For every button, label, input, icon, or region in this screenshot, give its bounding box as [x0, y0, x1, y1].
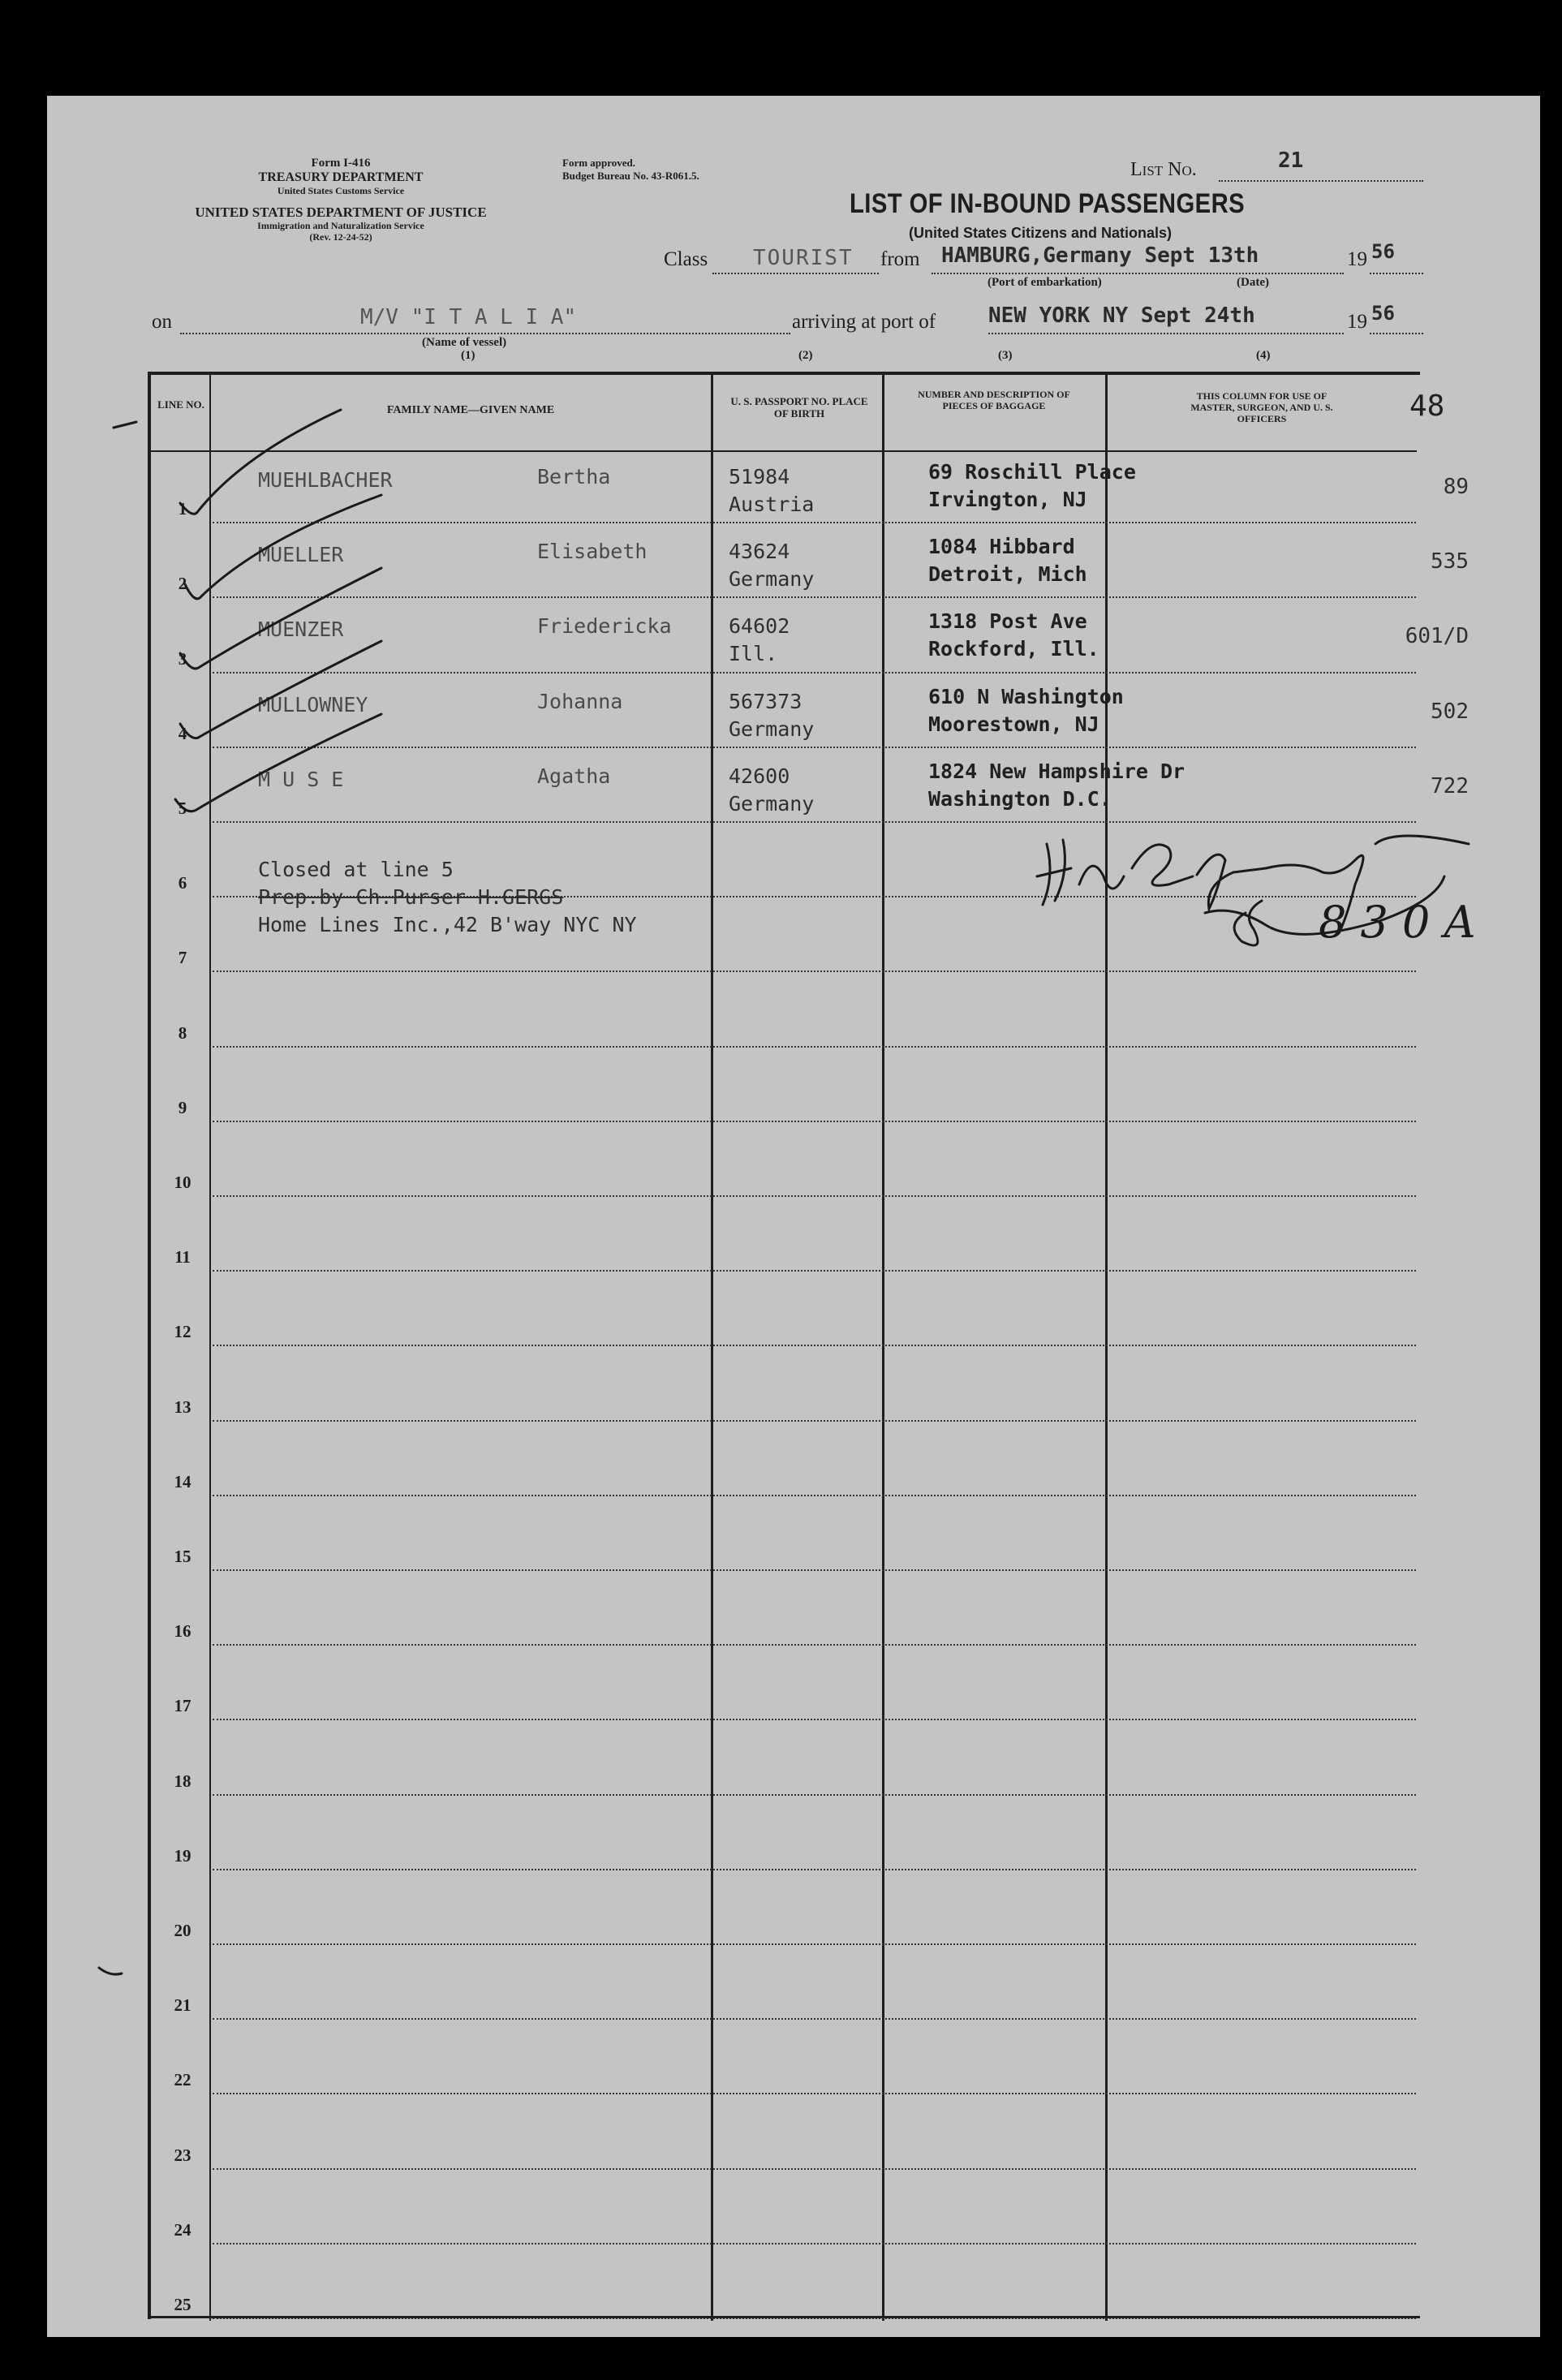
col4-num: (4): [1256, 349, 1271, 362]
place-of-birth: Austria: [729, 493, 815, 516]
port-value: NEW YORK NY Sept 24th: [988, 303, 1255, 328]
line-number: 23: [174, 2145, 191, 2165]
check-mark-5: [175, 714, 381, 811]
line-number: 1: [178, 499, 187, 519]
justice-dept: UNITED STATES DEPARTMENT OF JUSTICE: [195, 204, 487, 221]
line-number: 2: [178, 574, 187, 594]
line-number: 11: [174, 1247, 191, 1267]
class-label: Class: [664, 248, 708, 270]
baggage-address-2: Detroit, Mich: [928, 562, 1087, 587]
given-name: Bertha: [537, 465, 611, 488]
form-approved-line1: Form approved.: [562, 157, 636, 169]
officer-mark: 502: [1431, 699, 1469, 724]
family-name: MUENZER: [258, 618, 344, 642]
customs-service: United States Customs Service: [277, 184, 405, 196]
port-year-prefix: 19: [1347, 311, 1367, 333]
baggage-address-1: 1084 Hibbard: [928, 535, 1075, 559]
line-number: 8: [178, 1022, 187, 1043]
line-number: 15: [174, 1547, 191, 1566]
line-number: 4: [178, 723, 187, 743]
baggage-address-1: 610 N Washington: [928, 684, 1124, 708]
passport-no: 567373: [729, 689, 803, 713]
line-number: 20: [174, 1921, 191, 1940]
col-header-officers: THIS COLUMN FOR USE OF MASTER, SURGEON, AND U. S. OFFICERS: [1190, 390, 1333, 424]
passport-no: 43624: [729, 540, 790, 564]
line-number: 3: [178, 648, 187, 669]
family-name: MULLOWNEY: [258, 692, 368, 717]
baggage-address-1: 1318 Post Ave: [928, 609, 1087, 634]
officer-mark: 535: [1431, 549, 1469, 575]
line-number: 19: [174, 1845, 191, 1866]
line-number: 13: [174, 1397, 191, 1417]
col-header-baggage: NUMBER AND DESCRIPTION OF PIECES OF BAGGAGE: [918, 389, 1070, 411]
baggage-address-2: Rockford, Ill.: [928, 637, 1099, 661]
list-no-label: List No.: [1130, 159, 1197, 180]
line-number: 16: [174, 1621, 191, 1642]
family-name: MUELLER: [258, 543, 344, 567]
line-number: 7: [178, 948, 187, 968]
col-header-family-name: FAMILY NAME—GIVEN NAME: [386, 404, 555, 416]
officer-mark: 601/D: [1405, 624, 1469, 649]
page-title: LIST OF IN-BOUND PASSENGERS: [850, 188, 1246, 219]
class-value: TOURIST: [753, 246, 854, 270]
officer-mark: 722: [1431, 773, 1469, 798]
treasury-dept: TREASURY DEPARTMENT: [258, 170, 424, 185]
given-name: Elisabeth: [537, 540, 648, 564]
line-number: 25: [174, 2295, 191, 2314]
line-number: 5: [178, 798, 187, 818]
passport-no: 64602: [729, 614, 790, 639]
baggage-address-2: Irvington, NJ: [928, 488, 1087, 511]
on-label: on: [152, 311, 172, 333]
col-header-line-no: LINE NO.: [157, 398, 204, 411]
line-number: 22: [174, 2070, 191, 2090]
margin-tick-header: [114, 422, 136, 428]
baggage-address-2: Moorestown, NJ: [928, 712, 1099, 736]
date-caption: (Date): [1237, 276, 1269, 289]
vessel-caption: (Name of vessel): [422, 336, 507, 349]
year-prefix: 19: [1347, 248, 1367, 270]
family-name: M U S E: [258, 767, 344, 791]
form-number: Form I-416: [311, 157, 371, 170]
line-number: 10: [174, 1173, 191, 1192]
closing-line-1: Closed at line 5: [258, 858, 454, 881]
line-number: 21: [174, 1995, 191, 2016]
ins-service: Immigration and Naturalization Service: [257, 219, 424, 231]
line-number: 12: [174, 1322, 191, 1342]
arriving-label: arriving at port of: [792, 311, 936, 333]
closing-line-3: Home Lines Inc.,42 B'way NYC NY: [258, 913, 637, 936]
baggage-address-2: Washington D.C.: [928, 786, 1112, 811]
check-mark-3: [180, 568, 381, 669]
signature-note: 8 3 0 A: [1319, 897, 1476, 948]
page-subtitle: (United States Citizens and Nationals): [909, 225, 1173, 241]
revision-date: (Rev. 12-24-52): [309, 230, 372, 243]
line-number: 18: [174, 1771, 191, 1791]
budget-bureau-no: Budget Bureau No. 43-R061.5.: [562, 169, 699, 182]
given-name: Agatha: [537, 764, 611, 788]
place-of-birth: Ill.: [729, 642, 778, 666]
col2-num: (2): [798, 349, 813, 362]
family-name: MUEHLBACHER: [258, 468, 393, 492]
port-year: 56: [1371, 302, 1395, 325]
line-number: 14: [174, 1471, 191, 1491]
place-of-birth: Germany: [729, 791, 815, 816]
port-embark-caption: (Port of embarkation): [988, 276, 1102, 289]
given-name: Friedericka: [537, 614, 672, 639]
passport-no: 42600: [729, 764, 790, 788]
baggage-address-1: 69 Roschill Place: [928, 460, 1136, 484]
margin-tick-lower: [99, 1968, 122, 1974]
check-mark-4: [180, 641, 381, 738]
vessel-caption-num: (1): [461, 349, 475, 362]
class-year: 56: [1371, 240, 1395, 263]
place-of-birth: Germany: [729, 717, 815, 741]
from-label: from: [880, 248, 920, 270]
baggage-address-1: 1824 New Hampshire Dr: [928, 759, 1185, 783]
list-no-value: 21: [1278, 148, 1304, 173]
officer-mark: 89: [1443, 475, 1469, 499]
closing-line-2: Prep.by Ch.Purser H.GERGS: [258, 885, 564, 909]
place-of-birth: Germany: [729, 567, 815, 592]
vessel-value: M/V "I T A L I A": [360, 305, 577, 329]
col-header-passport: U. S. PASSPORT NO. PLACE OF BIRTH: [730, 395, 868, 420]
given-name: Johanna: [537, 689, 623, 713]
line-number: 24: [174, 2219, 191, 2240]
col3-num: (3): [998, 349, 1013, 362]
passport-no: 51984: [729, 465, 790, 488]
line-number: 6: [178, 873, 187, 893]
line-number: 17: [174, 1696, 191, 1716]
line-number: 9: [178, 1097, 187, 1117]
check-mark-1: [180, 410, 341, 514]
from-value: HAMBURG,Germany Sept 13th: [941, 243, 1259, 268]
page-count-mark: 48: [1409, 389, 1445, 423]
